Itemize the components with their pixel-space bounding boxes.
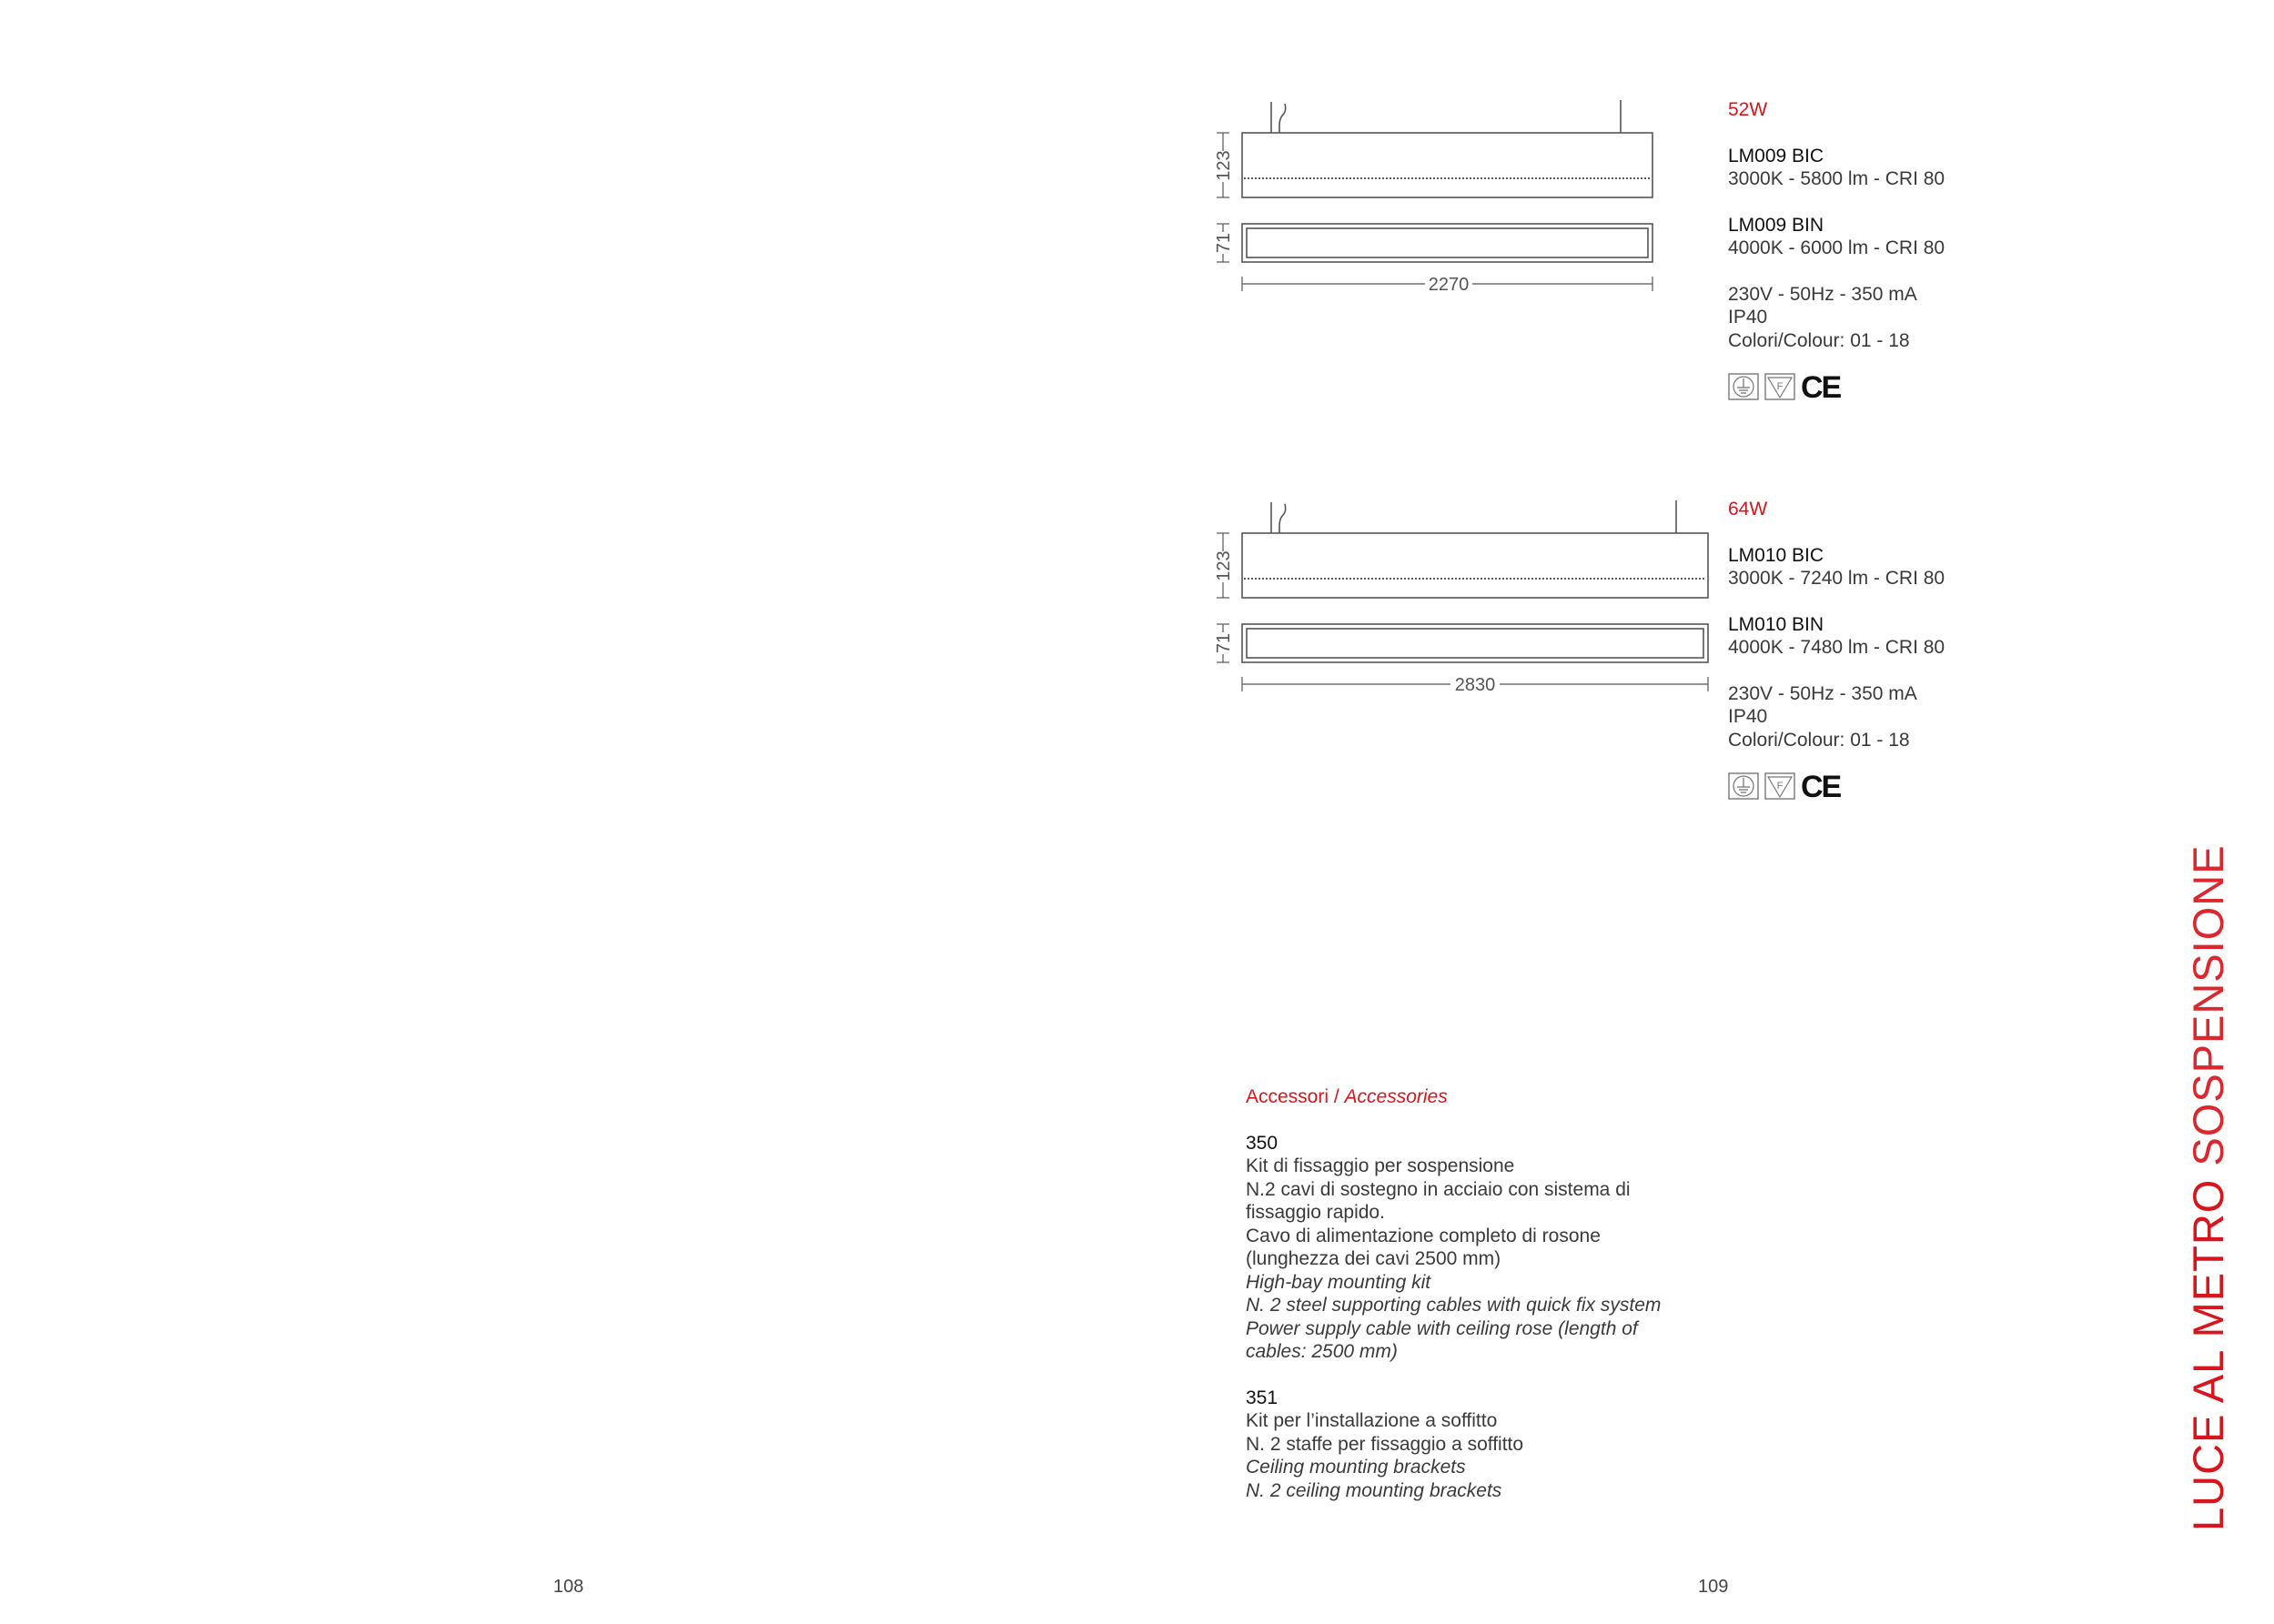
ip-rating: IP40 — [1728, 307, 1768, 328]
earth-class-icon — [1728, 373, 1759, 400]
accessory-desc-en: Ceiling mounting brackets — [1246, 1457, 1466, 1478]
accessories-section — [1246, 1085, 1661, 1502]
colour-options: Colori/Colour: 01 - 18 — [1728, 729, 1910, 751]
variant-code: LM010 BIN — [1728, 613, 1824, 635]
product-drawing-64w — [1201, 491, 1729, 710]
ce-mark-icon — [1801, 372, 1843, 401]
accessory-item-351 — [1246, 1387, 1661, 1503]
variant-spec: 3000K - 7240 lm - CRI 80 — [1728, 568, 1946, 589]
accessory-desc-en: cables: 2500 mm) — [1246, 1341, 1398, 1362]
accessory-desc-it: (lunghezza dei cavi 2500 mm) — [1246, 1248, 1501, 1269]
accessory-desc-it: N. 2 staffe per fissaggio a soffitto — [1246, 1433, 1524, 1455]
f-mark-icon — [1764, 772, 1795, 800]
svg-text:CE: CE — [1801, 372, 1841, 401]
variant-spec: 3000K - 5800 lm - CRI 80 — [1728, 168, 1946, 189]
length-dimension: 2830 — [1454, 675, 1496, 695]
ip-rating: IP40 — [1728, 706, 1768, 727]
page-number-left: 108 — [553, 1577, 584, 1597]
product-drawing-52w — [1201, 91, 1674, 309]
accessory-desc-en: N. 2 ceiling mounting brackets — [1246, 1479, 1502, 1501]
colour-options: Colori/Colour: 01 - 18 — [1728, 329, 1910, 351]
width-dimension: 71 — [1214, 232, 1234, 254]
page-number-right: 109 — [1698, 1577, 1729, 1597]
accessory-desc-en: Power supply cable with ceiling rose (length of — [1246, 1317, 1638, 1339]
side-title-bold: LUCE AL METRO — [2184, 1178, 2232, 1531]
variant-code: LM010 BIC — [1728, 544, 1824, 566]
accessory-item-350 — [1246, 1132, 1661, 1364]
certification-icons — [1728, 372, 1945, 401]
svg-text:F: F — [1776, 381, 1784, 392]
accessory-desc-it: Cavo di alimentazione completo di rosone — [1246, 1225, 1601, 1246]
power-rating: 52W — [1728, 99, 1768, 120]
variant-code: LM009 BIC — [1728, 145, 1824, 166]
length-dimension: 2270 — [1428, 275, 1470, 295]
svg-text:CE: CE — [1801, 772, 1841, 801]
certification-icons — [1728, 772, 1945, 801]
variant-code: LM009 BIN — [1728, 214, 1824, 236]
product-specs-52w — [1728, 98, 1945, 401]
accessory-code: 350 — [1246, 1132, 1278, 1154]
accessory-desc-en: N. 2 steel supporting cables with quick fix system — [1246, 1295, 1662, 1316]
variant-spec: 4000K - 6000 lm - CRI 80 — [1728, 237, 1946, 258]
height-dimension: 123 — [1214, 550, 1234, 581]
f-mark-icon — [1764, 373, 1795, 400]
earth-class-icon — [1728, 772, 1759, 800]
power-rating: 64W — [1728, 499, 1768, 519]
ce-mark-icon — [1801, 772, 1843, 801]
accessories-heading: Accessori / Accessories — [1246, 1086, 1448, 1107]
variant-spec: 4000K - 7480 lm - CRI 80 — [1728, 637, 1946, 658]
accessory-code: 351 — [1246, 1387, 1278, 1408]
side-title-light: SOSPENSIONE — [2184, 844, 2232, 1179]
height-dimension: 123 — [1214, 150, 1234, 181]
electrical-spec: 230V - 50Hz - 350 mA — [1728, 682, 1917, 704]
accessory-desc-it: Kit per l’installazione a soffitto — [1246, 1410, 1498, 1431]
accessory-desc-it: fissaggio rapido. — [1246, 1202, 1385, 1223]
product-specs-64w — [1728, 498, 1945, 801]
accessory-desc-it: N.2 cavi di sostegno in acciaio con sistema di — [1246, 1178, 1631, 1200]
electrical-spec: 230V - 50Hz - 350 mA — [1728, 283, 1917, 305]
accessory-desc-en: High-bay mounting kit — [1246, 1271, 1431, 1293]
accessory-desc-it: Kit di fissaggio per sospensione — [1246, 1155, 1515, 1176]
svg-text:F: F — [1776, 781, 1784, 792]
width-dimension: 71 — [1214, 632, 1234, 654]
